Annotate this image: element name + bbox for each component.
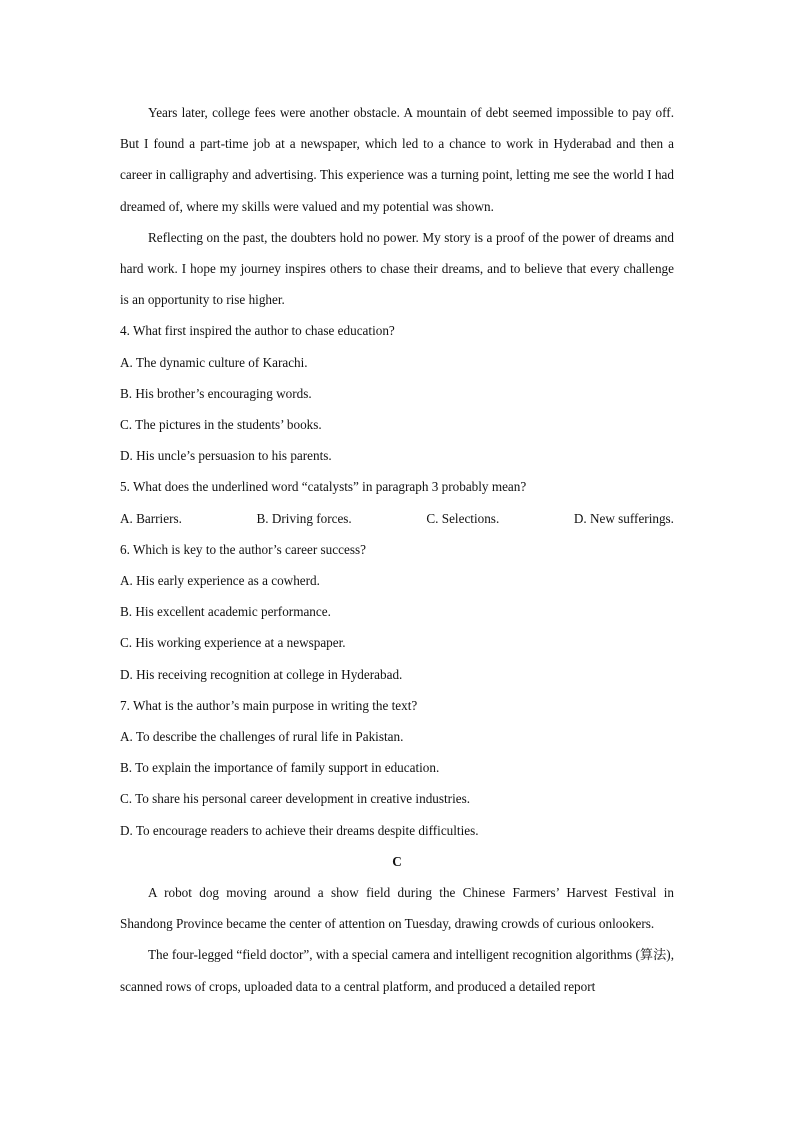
option-a: A. Barriers. bbox=[120, 510, 182, 526]
option-d: D. To encourage readers to achieve their dreams despite difficulties. bbox=[120, 822, 479, 838]
option-a: A. The dynamic culture of Karachi. bbox=[120, 354, 308, 370]
option-b: B. His excellent academic performance. bbox=[120, 604, 331, 620]
option-b: B. His brother’s encouraging words. bbox=[120, 385, 312, 401]
question-stem: 7. What is the author’s main purpose in writing the text? bbox=[120, 697, 418, 713]
question-7 bbox=[120, 690, 674, 846]
question-stem: 5. What does the underlined word “catalysts” in paragraph 3 probably mean? bbox=[120, 479, 527, 495]
passage-b-paragraph: Reflecting on the past, the doubters hold no power. My story is a proof of the power of dreams and hard work. I hope my journey inspires others to chase their dreams, and to believe that every challenge is an opportunity to rise higher. bbox=[120, 229, 674, 308]
passage-b-paragraph: Years later, college fees were another obstacle. A mountain of debt seemed impossible to pay off. But I found a part-time job at a newspaper, which led to a chance to work in Hyderabad and then a career in calligraphy and advertising. This experience was a turning point, letting me see the world I had dreamed of, where my skills were valued and my potential was shown. bbox=[120, 105, 674, 214]
option-c: C. To share his personal career development in creative industries. bbox=[120, 791, 471, 807]
option-c: C. His working experience at a newspaper. bbox=[120, 635, 346, 651]
question-stem: 6. Which is key to the author’s career success? bbox=[120, 541, 366, 557]
option-b: B. To explain the importance of family support in education. bbox=[120, 760, 440, 776]
option-d: D. New sufferings. bbox=[573, 510, 674, 526]
passage-c-paragraph: A robot dog moving around a show field during the Chinese Farmers’ Harvest Festival in Shandong Province became the center of attention on Tuesday, drawing crowds of curious onlookers. bbox=[120, 885, 674, 932]
option-a: A. To describe the challenges of rural life in Pakistan. bbox=[120, 729, 404, 745]
options-row bbox=[120, 503, 674, 534]
question-6 bbox=[120, 534, 674, 690]
option-d: D. His receiving recognition at college in Hyderabad. bbox=[120, 666, 403, 682]
option-c: C. Selections. bbox=[426, 510, 500, 526]
question-stem: 4. What first inspired the author to chase education? bbox=[120, 323, 395, 339]
option-c: C. The pictures in the students’ books. bbox=[120, 417, 322, 433]
exam-page bbox=[120, 97, 674, 1002]
question-5 bbox=[120, 471, 674, 533]
option-b: B. Driving forces. bbox=[256, 510, 352, 526]
option-a: A. His early experience as a cowherd. bbox=[120, 573, 320, 589]
passage-c-paragraph: The four-legged “field doctor”, with a special camera and intelligent recognition algorithms (算法), scanned rows of crops, uploaded data to a central platform, and produced a detailed report bbox=[120, 947, 674, 994]
section-heading: C bbox=[392, 853, 402, 869]
option-d: D. His uncle’s persuasion to his parents. bbox=[120, 448, 332, 464]
question-4 bbox=[120, 315, 674, 471]
